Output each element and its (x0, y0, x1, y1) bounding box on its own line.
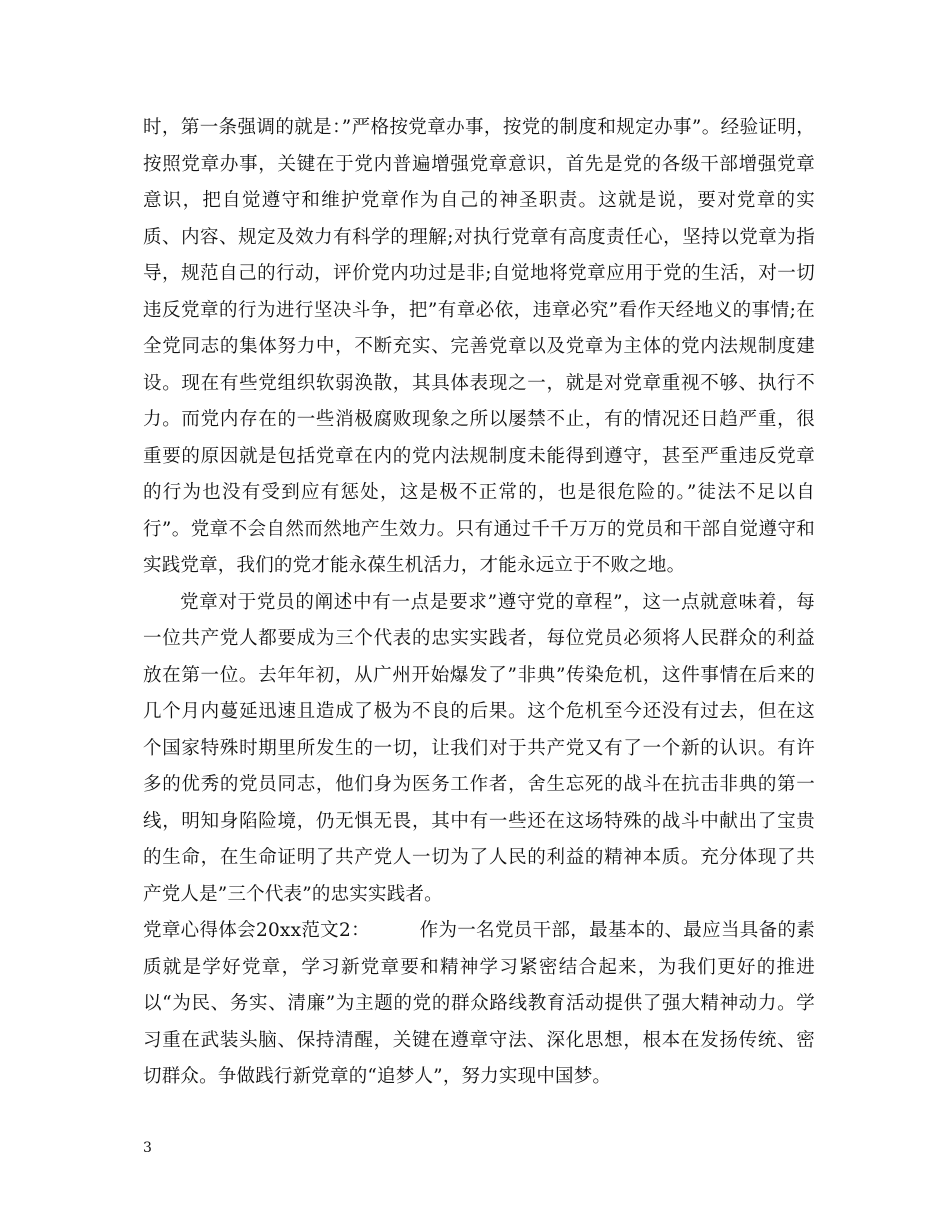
paragraph-1: 时，第一条强调的就是：”严格按党章办事，按党的制度和规定办事”。经验证明，按照党章办事，关键在于党内普遍增强党章意识，首先是党的各级干部增强党章意识，把自觉遵守和维护党章作为自己的神圣职责。这就是说，要对党章的实质、内容、规定及效力有科学的理解;对执行党章有高度责任心，坚持以党章为指导，规范自己的行动，评价党内功过是非;自觉地将党章应用于党的生活，对一切违反党章的行为进行坚决斗争，把”有章必依，违章必究”看作天经地义的事情;在全党同志的集体努力中，不断充实、完善党章以及党章为主体的党内法规制度建设。现在有些党组织软弱涣散，其具体表现之一，就是对党章重视不够、执行不力。而党内存在的一些消极腐败现象之所以屡禁不止，有的情况还日趋严重，很重要的原因就是包括党章在内的党内法规制度未能得到遵守，甚至严重违反党章的行为也没有受到应有惩处，这是极不正常的，也是很危险的。”徒法不足以自行”。党章不会自然而然地产生效力。只有通过千千万万的党员和干部自觉遵守和实践党章，我们的党才能永葆生机活力，才能永远立于不败之地。 (143, 117, 815, 576)
paragraph-2: 党章对于党员的阐述中有一点是要求”遵守党的章程”，这一点就意味着，每一位共产党人都要成为三个代表的忠实实践者，每位党员必须将人民群众的利益放在第一位。去年年初，从广州开始爆发了”非典”传染危机，这件事情在后来的几个月内蔓延迅速且造成了极为不良的后果。这个危机至今还没有过去，但在这个国家特殊时期里所发生的一切，让我们对于共产党又有了一个新的认识。有许多的优秀的党员同志，他们身为医务工作者，舍生忘死的战斗在抗击非典的第一线，明知身陷险境，仍无惧无畏，其中有一些还在这场特殊的战斗中献出了宝贵的生命，在生命证明了共产党人一切为了人民的利益的精神本质。充分体现了共产党人是”三个代表”的忠实实践者。 (143, 591, 815, 905)
paragraph-3: 党章心得体会20xx范文2： 作为一名党员干部，最基本的、最应当具备的素质就是学好党章，学习新党章要和精神学习紧密结合起来，为我们更好的推进以“为民、务实、清廉”为主题的党的群众路线教育活动提供了强大精神动力。学习重在武装头脑、保持清醒，关键在遵章守法、深化思想，根本在发扬传统、密切群众。争做践行新党章的“追梦人”，努力实现中国梦。 (143, 920, 815, 1087)
document-body (143, 110, 815, 1096)
page-number: 3 (143, 1140, 152, 1156)
